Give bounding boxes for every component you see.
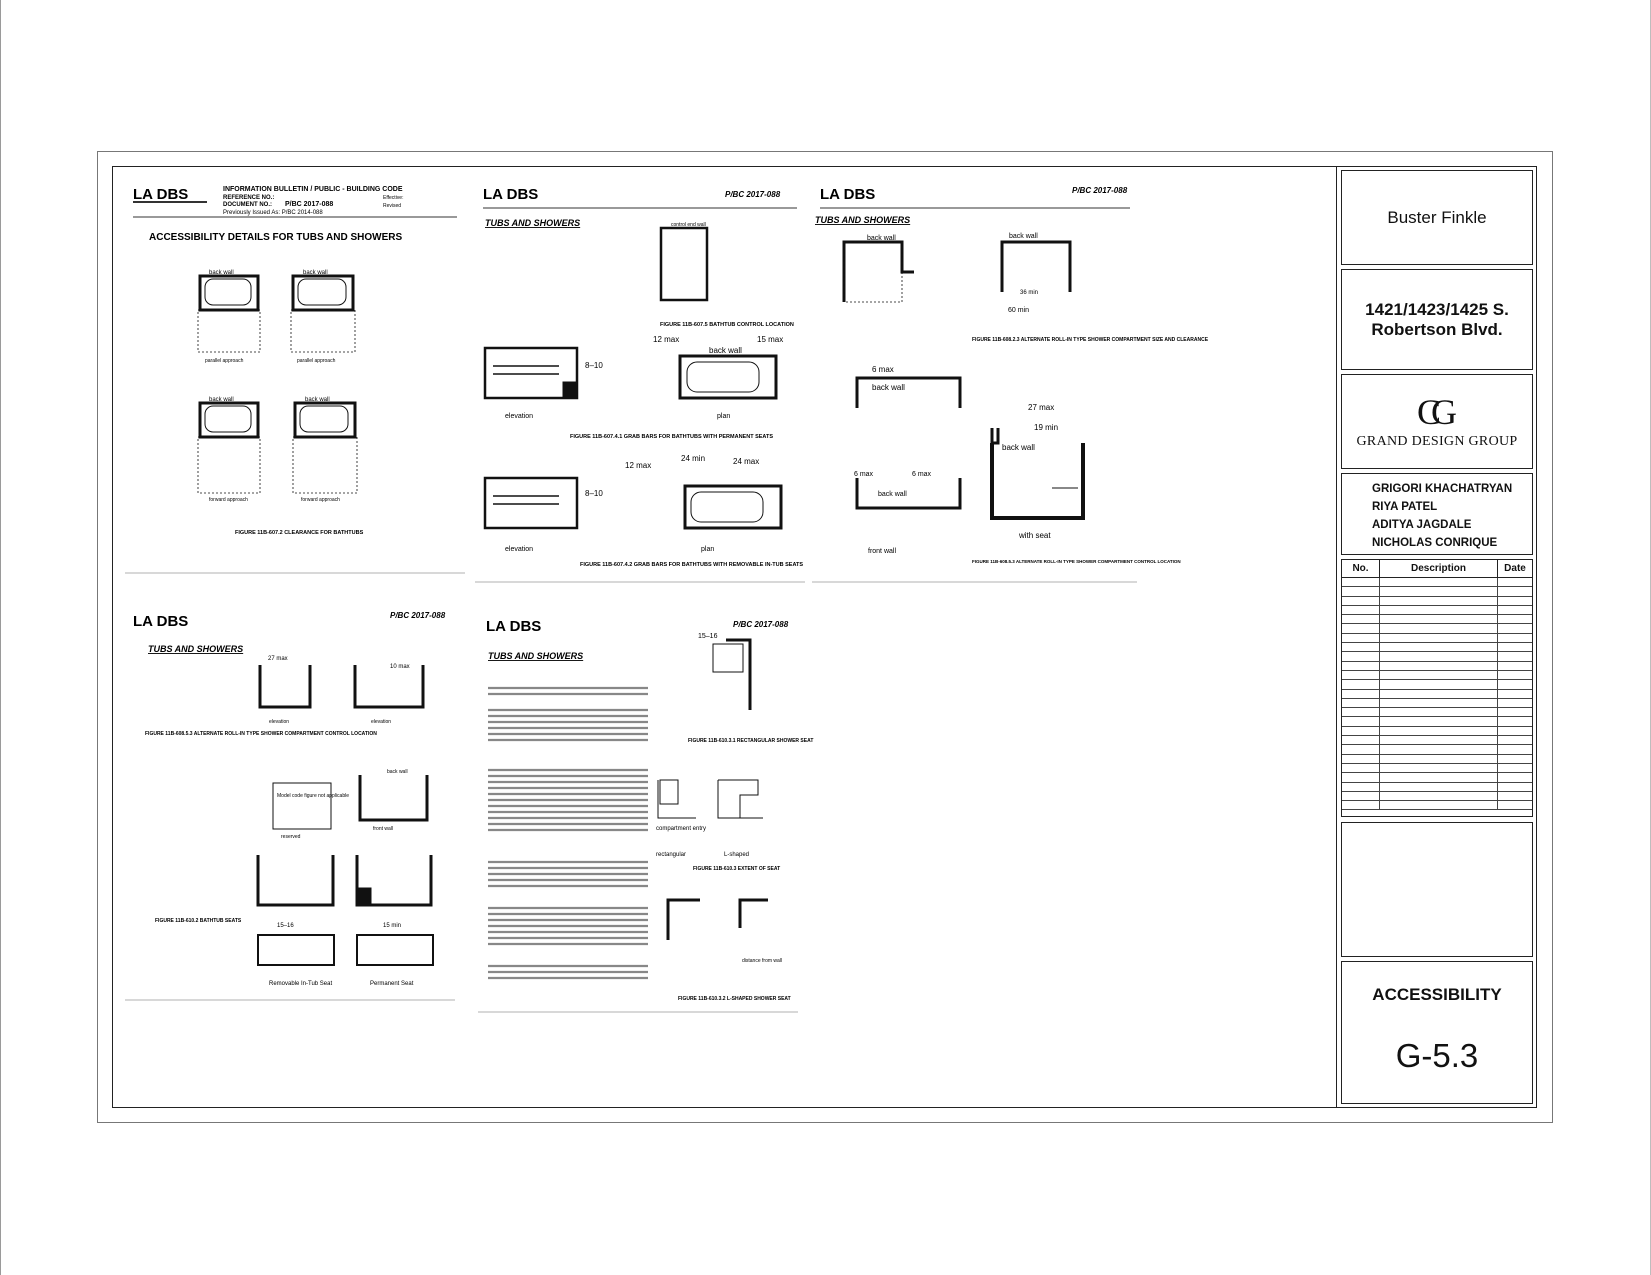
- label-back-wall: back wall: [1009, 233, 1038, 240]
- agency-name: LA DBS: [483, 186, 539, 203]
- firm-name: GRAND DESIGN GROUP: [1356, 433, 1518, 449]
- revision-row: [1342, 634, 1532, 643]
- revision-row: [1342, 727, 1532, 736]
- label-back-wall: back wall: [878, 491, 907, 498]
- label-elevation: elevation: [269, 719, 290, 725]
- revision-row: [1342, 624, 1532, 633]
- revision-row: [1342, 764, 1532, 773]
- bulletin-revised: Revised: [383, 203, 402, 209]
- team-members-box: [1341, 473, 1533, 555]
- firm-logo-box: [1341, 374, 1533, 469]
- label-distance-from-wall: distance from wall: [742, 958, 783, 964]
- revision-row: [1342, 755, 1532, 764]
- revision-row: [1342, 652, 1532, 661]
- sheet-name: ACCESSIBILITY: [1372, 984, 1502, 1004]
- revisions-col-description: Description: [1380, 560, 1498, 577]
- team-member: NICHOLAS CONRIQUE: [1372, 537, 1498, 549]
- bulletin-body-text: [488, 688, 648, 978]
- figure-caption-bathtub-control: FIGURE 11B-607.5 BATHTUB CONTROL LOCATION: [660, 322, 794, 328]
- agency-name: LA DBS: [486, 618, 542, 635]
- figure-caption-rect-seat: FIGURE 11B-610.3.1 RECTANGULAR SHOWER SEAT: [688, 738, 814, 744]
- label-back-wall: back wall: [209, 270, 234, 276]
- label-permanent-seat: Permanent Seat: [370, 981, 414, 987]
- revision-row: [1342, 690, 1532, 699]
- dim-8-10: 8–10: [585, 489, 603, 498]
- revision-row: [1342, 801, 1532, 810]
- label-back-wall: back wall: [872, 383, 905, 392]
- dim-27-max: 27 max: [268, 656, 288, 662]
- label-l-shaped: L-shaped: [724, 852, 750, 858]
- bulletin-effective: Effective:: [383, 195, 404, 201]
- dim-24-min: 24 min: [681, 454, 706, 463]
- revisions-table: [1341, 559, 1533, 817]
- label-model-code: Model code figure not applicable: [277, 793, 349, 799]
- bulletin-page-title: ACCESSIBILITY DETAILS FOR TUBS AND SHOWERS: [149, 232, 403, 243]
- label-elevation: elevation: [371, 719, 392, 725]
- bulletin-document-number: P/BC 2017-088: [733, 620, 789, 629]
- bulletin-page-1: [125, 178, 465, 578]
- revision-row: [1342, 606, 1532, 615]
- bulletin-page-4: [125, 605, 455, 1035]
- figure-caption-bathtub-seats: FIGURE 11B-610.2 BATHTUB SEATS: [155, 918, 242, 924]
- revision-row: [1342, 736, 1532, 745]
- sheet-number: G-5.3: [1395, 1036, 1479, 1074]
- dim-19-min: 19 min: [1034, 423, 1059, 432]
- grab-bar-diagrams: [485, 228, 784, 528]
- dim-6-max: 6 max: [854, 471, 874, 478]
- dim-15-16: 15–16: [277, 923, 294, 929]
- section-title: TUBS AND SHOWERS: [815, 215, 911, 225]
- bulletin-reference: REFERENCE NO.:: [223, 195, 275, 201]
- label-plan: plan: [701, 546, 715, 553]
- dim-8-10: 8–10: [585, 361, 603, 370]
- label-forward-approach: forward approach: [209, 497, 248, 503]
- revision-row: [1342, 699, 1532, 708]
- label-back-wall: back wall: [209, 397, 234, 403]
- section-title: TUBS AND SHOWERS: [148, 644, 244, 654]
- revision-row: [1342, 717, 1532, 726]
- label-back-wall: back wall: [305, 397, 330, 403]
- shower-seat-diagrams: [658, 640, 768, 940]
- bulletin-document-number: P/BC 2017-088: [285, 201, 334, 208]
- section-title: TUBS AND SHOWERS: [488, 651, 584, 661]
- team-member: ADITYA JAGDALE: [1372, 519, 1472, 531]
- ladbs-logo: [133, 186, 207, 203]
- revision-row: [1342, 708, 1532, 717]
- bulletin-page-5: [478, 610, 814, 1040]
- label-parallel-approach: parallel approach: [297, 358, 336, 364]
- label-back-wall: back wall: [1002, 443, 1035, 452]
- revision-row: [1342, 671, 1532, 680]
- figure-caption-shower-control: FIGURE 11B-608.5.3 ALTERNATE ROLL-IN TYPE SHOWER COMPARTMENT CONTROL LOCATION: [972, 559, 1181, 564]
- dim-15-min: 15 min: [383, 923, 402, 929]
- label-plan: plan: [717, 413, 731, 420]
- revision-row: [1342, 587, 1532, 596]
- dim-60-min: 60 min: [1008, 307, 1030, 314]
- shower-diagrams: [844, 242, 1083, 518]
- bulletin-page-2: [475, 178, 805, 588]
- team-member: GRIGORI KHACHATRYAN: [1372, 483, 1513, 495]
- bulletin-document-number: P/BC 2017-088: [390, 611, 446, 620]
- label-rectangular: rectangular: [656, 852, 687, 858]
- label-front-wall: front wall: [373, 826, 394, 832]
- agency-name: LA DBS: [133, 186, 189, 203]
- revisions-header: [1342, 560, 1532, 578]
- revision-row: [1342, 643, 1532, 652]
- label-back-wall: back wall: [709, 346, 742, 355]
- tub-clearance-diagram: [198, 276, 357, 493]
- stamp-box: [1341, 822, 1533, 957]
- revision-row: [1342, 597, 1532, 606]
- revision-row: [1342, 745, 1532, 754]
- bulletin-page-3: [812, 178, 1209, 588]
- revisions-col-date: Date: [1504, 563, 1526, 574]
- bulletin-document-label: DOCUMENT NO.:: [223, 202, 272, 208]
- figure-caption-clearance: FIGURE 11B-607.2 CLEARANCE FOR BATHTUBS: [235, 530, 364, 536]
- dim-6-max: 6 max: [912, 471, 932, 478]
- revision-row: [1342, 783, 1532, 792]
- client-name: Buster Finkle: [1387, 207, 1487, 227]
- sheet-title-box: [1341, 961, 1533, 1104]
- label-forward-approach: forward approach: [301, 497, 340, 503]
- address-line-2: Robertson Blvd.: [1371, 319, 1503, 339]
- dim-24-max: 24 max: [733, 457, 760, 466]
- revision-row: [1342, 662, 1532, 671]
- project-address-box: [1341, 269, 1533, 370]
- revision-row: [1342, 615, 1532, 624]
- revisions-col-no: No.: [1342, 560, 1380, 577]
- title-block-divider: [1336, 166, 1337, 1108]
- label-back-wall: back wall: [867, 235, 896, 242]
- agency-name: LA DBS: [133, 613, 189, 630]
- bulletin-document-number: P/BC 2017-088: [1072, 186, 1128, 195]
- dim-6-max: 6 max: [872, 365, 894, 374]
- figure-caption-shower-control: FIGURE 11B-608.5.3 ALTERNATE ROLL-IN TYPE SHOWER COMPARTMENT CONTROL LOCATION: [145, 731, 377, 737]
- figure-caption-l-seat: FIGURE 11B-610.3.2 L-SHAPED SHOWER SEAT: [678, 996, 791, 1002]
- figure-caption-alt-rollin: FIGURE 11B-608.2.3 ALTERNATE ROLL-IN TYPE SHOWER COMPARTMENT SIZE AND CLEARANCE: [972, 337, 1209, 343]
- label-control-end-wall: control end wall: [671, 222, 706, 228]
- revision-row: [1342, 773, 1532, 782]
- address-line-1: 1421/1423/1425 S.: [1365, 299, 1509, 319]
- label-removable-seat: Removable In-Tub Seat: [269, 981, 333, 987]
- dim-15-16: 15–16: [698, 633, 718, 640]
- label-back-wall: back wall: [387, 769, 408, 775]
- section-title: TUBS AND SHOWERS: [485, 218, 581, 228]
- dim-36-min: 36 min: [1020, 290, 1039, 296]
- firm-logo-icon: CG: [1416, 391, 1447, 432]
- bulletin-previously-issued: Previously Issued As: P/BC 2014-088: [223, 210, 323, 216]
- revision-row: [1342, 578, 1532, 587]
- label-front-wall: front wall: [868, 548, 897, 555]
- label-back-wall: back wall: [303, 270, 328, 276]
- label-elevation: elevation: [505, 546, 534, 553]
- label-parallel-approach: parallel approach: [205, 358, 244, 364]
- dim-12-max: 12 max: [653, 335, 680, 344]
- label-elevation: elevation: [505, 413, 534, 420]
- shower-control-diagrams: [258, 665, 433, 965]
- bulletin-header-title: INFORMATION BULLETIN / PUBLIC - BUILDING CODE: [223, 186, 403, 193]
- agency-name: LA DBS: [820, 186, 876, 203]
- dim-12-max: 12 max: [625, 461, 652, 470]
- figure-caption-grab-permanent: FIGURE 11B-607.4.1 GRAB BARS FOR BATHTUBS WITH PERMANENT SEATS: [570, 434, 774, 440]
- client-name-box: [1341, 170, 1533, 265]
- figure-caption-grab-removable: FIGURE 11B-607.4.2 GRAB BARS FOR BATHTUBS WITH REMOVABLE IN-TUB SEATS: [580, 562, 804, 568]
- team-member: RIYA PATEL: [1372, 501, 1438, 513]
- label-with-seat: with seat: [1019, 531, 1051, 540]
- revisions-rows: [1342, 578, 1532, 810]
- label-compartment-entry: compartment entry: [656, 826, 707, 832]
- revision-row: [1342, 792, 1532, 801]
- figure-caption-extent-seat: FIGURE 11B-610.3 EXTENT OF SEAT: [693, 866, 781, 872]
- dim-27-max: 27 max: [1028, 403, 1055, 412]
- bulletin-document-number: P/BC 2017-088: [725, 190, 781, 199]
- dim-10-max: 10 max: [390, 664, 410, 670]
- label-reserved: reserved: [281, 834, 301, 840]
- revision-row: [1342, 680, 1532, 689]
- dim-15-max: 15 max: [757, 335, 784, 344]
